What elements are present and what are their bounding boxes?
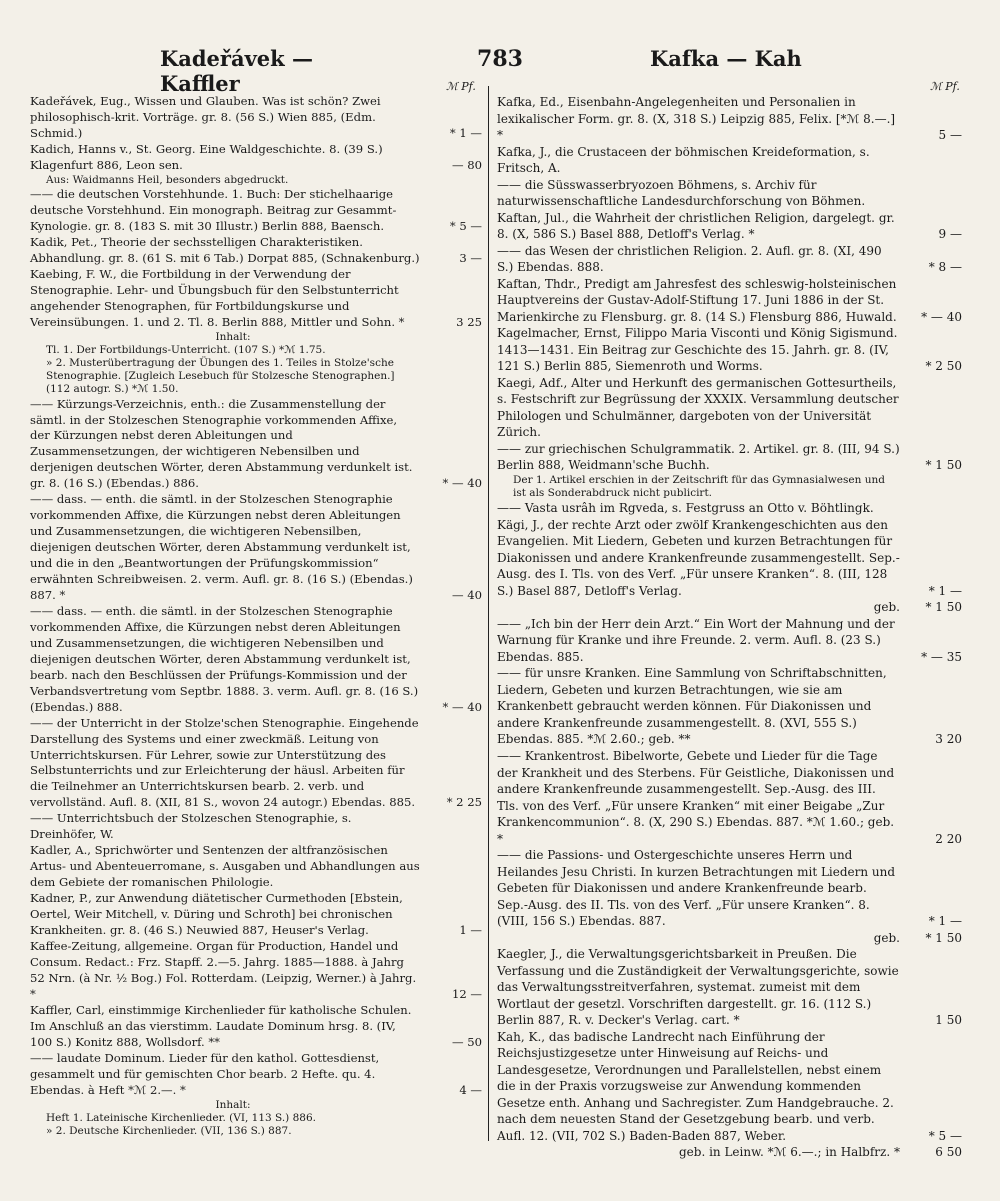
entry-text: geb.	[873, 600, 900, 615]
entry-price: * 1 —	[449, 125, 482, 140]
catalog-entry	[497, 144, 962, 177]
entry-price: * 5 —	[928, 1128, 962, 1143]
catalog-entry	[30, 397, 482, 493]
entry-text: Heft 1. Lateinische Kirchenlieder. (VI, 113 S.) 886.	[46, 1111, 316, 1124]
entry-text: —— Unterrichtsbuch der Stolzeschen Stenographie, s. Dreinhöfer, W.	[30, 811, 352, 842]
entry-text: —— die deutschen Vorstehhunde. 1. Buch: Der stichelhaarige deutsche Vorstehhund. Ein monograph. Beitrag zur Gesammt-Kynologie. gr. 8. (183 S. mit 30 Illustr.) Berlin 888, Baensch.	[30, 186, 397, 233]
entry-price: — 80	[451, 157, 482, 172]
catalog-entry	[30, 716, 482, 812]
entry-text: Inhalt:	[215, 1098, 251, 1111]
entry-text: geb. in Leinw. *ℳ 6.—.; in Halbfrz. *	[678, 1145, 900, 1160]
entry-text: Der 1. Artikel erschien in der Zeitschrift für das Gymnasialwesen und ist als Sonderabdruck nicht publicirt.	[513, 473, 885, 500]
entry-price: * 8 —	[928, 260, 962, 275]
entry-text: —— die Süsswasserbryozoen Böhmens, s. Archiv für naturwissenschaftliche Landesdurchforschung von Böhmen.	[497, 177, 866, 209]
price-column-header-right: ℳ Pf.	[930, 80, 960, 93]
catalog-entry	[497, 748, 962, 847]
entry-binding-price	[497, 930, 962, 947]
entry-text: Tl. 1. Der Fortbildungs-Unterricht. (107 S.) *ℳ 1.75.	[46, 343, 326, 356]
entry-note	[30, 1099, 482, 1112]
entry-text: Kaffee-Zeitung, allgemeine. Organ für Production, Handel und Consum. Redact.: Frz. Stapff. 2.—5. Jahrg. 1885—1888. à Jahrg 52 Nrn. (à Nr. ½ Bog.) Fol. Rotterdam. (Leipzig, Werner.) à Jahrg. *	[30, 938, 417, 1001]
entry-text: —— das Wesen der christlichen Religion. 2. Aufl. gr. 8. (XI, 490 S.) Ebendas. 888.	[497, 243, 882, 275]
entry-note	[30, 174, 482, 187]
catalog-entry	[497, 177, 962, 210]
entry-price: 3 20	[935, 732, 962, 747]
entry-price: 2 20	[935, 831, 962, 846]
entry-binding-price	[497, 1144, 962, 1161]
entry-text: —— laudate Dominum. Lieder für den kathol. Gottesdienst, gesammelt und für gemischten Chor bearb. 2 Hefte. qu. 4. Ebendas. à Heft *ℳ 2.—. *	[30, 1050, 380, 1097]
page-number: 783	[477, 46, 523, 72]
entry-text: Kafka, Ed., Eisenbahn-Angelegenheiten und Personalien in lexikalischer Form. gr. 8. (X, 318 S.) Leipzig 885, Felix. [*ℳ 8.—.] *	[497, 95, 896, 143]
entry-price: * 1 50	[925, 600, 962, 615]
entry-note	[30, 331, 482, 344]
entry-price: 1 50	[935, 1013, 962, 1028]
entry-text: Kadner, P., zur Anwendung diätetischer Curmethoden [Ebstein, Oertel, Weir Mitchell, v. Düring und Schroth] bei chronischen Krankheiten. gr. 8. (46 S.) Neuwied 887, Heuser's Verlag.	[30, 891, 403, 938]
entry-text: Kadler, A., Sprichwörter und Sentenzen der altfranzösischen Artus- und Abenteuerromane, s. Ausgaben und Abhandlungen aus dem Gebiete der romanischen Philologie.	[30, 843, 420, 890]
entry-text: Inhalt:	[215, 330, 251, 343]
catalog-entry	[30, 939, 482, 1003]
entry-text: Kaegi, Adf., Alter und Herkunft des germanischen Gottesurtheils, s. Festschrift zur Begrüssung der XXXIX. Versammlung deutscher Philologen und Schulmänner, dargeboten von der Universität Zürich.	[497, 375, 899, 440]
catalog-entry	[497, 441, 962, 474]
entry-text: Kadich, Hanns v., St. Georg. Eine Waldgeschichte. 8. (39 S.) Klagenfurt 886, Leon sen.	[30, 141, 383, 172]
catalog-entry	[497, 243, 962, 276]
catalog-entry	[30, 891, 482, 939]
entry-text: —— Kürzungs-Verzeichnis, enth.: die Zusammenstellung der sämtl. in der Stolzeschen Stenographie vorkommenden Affixe, der Kürzungen nebst deren Ableitungen und Zusammensetzungen, der wichtigeren Nebensilben und derjenigen deutschen Wörter, deren Abstammung verdunkelt ist. gr. 8. (16 S.) (Ebendas.) 886.	[30, 396, 413, 491]
entry-price: * — 40	[442, 699, 482, 714]
entry-note	[30, 357, 482, 397]
entry-text: Kagelmacher, Ernst, Filippo Maria Visconti und König Sigismund. 1413—1431. Ein Beitrag zur Geschichte des 15. Jahrh. gr. 8. (IV, 121 S.) Berlin 885, Siemenroth und Worms.	[497, 326, 898, 374]
catalog-entry	[497, 517, 962, 600]
entry-text: —— „Ich bin der Herr dein Arzt.“ Ein Wort der Mahnung und der Warnung für Kranke und ihre Freunde. 2. verm. Aufl. 8. (23 S.) Ebendas. 885.	[497, 616, 895, 664]
column-divider	[488, 86, 489, 1141]
entry-price: * 2 50	[925, 359, 962, 374]
entry-text: » 2. Deutsche Kirchenlieder. (VII, 136 S.) 887.	[46, 1124, 292, 1137]
entry-text: Kadeřávek, Eug., Wissen und Glauben. Was ist schön? Zwei philosophisch-krit. Vorträge. gr. 8. (56 S.) Wien 885, (Edm. Schmid.)	[30, 94, 381, 140]
entry-price: 4 —	[459, 1082, 482, 1097]
entry-price: * — 40	[442, 476, 482, 491]
entry-price: * 1 —	[928, 914, 962, 929]
entry-text: Aus: Waidmanns Heil, besonders abgedruckt.	[46, 173, 289, 186]
entry-text: Kaftan, Thdr., Predigt am Jahresfest des schleswig-holsteinischen Hauptvereins der Gustav-Adolf-Stiftung 17. Juni 1886 in der St. Marienkirche zu Flensburg. gr. 8. (14 S.) Flensburg 886, Huwald.	[497, 276, 897, 324]
entry-price: * — 40	[921, 309, 962, 324]
catalog-entry	[30, 235, 482, 267]
entry-price: 9 —	[938, 227, 962, 242]
entry-text: Kaebing, F. W., die Fortbildung in der Verwendung der Stenographie. Lehr- und Übungsbuch für den Selbstunterricht angehender Stenographen, für Fortbildungskurse und Vereinsübungen. 1. und 2. Tl. 8. Berlin 888, Mittler und Sohn. *	[30, 266, 405, 329]
catalog-entry	[497, 946, 962, 1029]
entry-price: * — 35	[921, 649, 962, 664]
entry-price: * 1 —	[928, 583, 962, 598]
entry-price: 5 —	[938, 128, 962, 143]
entry-price: * 2 25	[446, 795, 482, 810]
entry-price: * 1 50	[925, 458, 962, 473]
entry-binding-price	[497, 599, 962, 616]
entry-text: —— Krankentrost. Bibelworte, Gebete und Lieder für die Tage der Krankheit und des Sterbens. Für Geistliche, Diakonissen und andere Krankenfreunde zusammengestellt. Sep.-Ausg. des III. Tls. von des Verf. „Für unsere Kranken“ mit einer Beigabe „Zur Krankencommunion“. 8. (X, 290 S.) Ebendas. 887. *ℳ 1.60.; geb. *	[497, 749, 895, 846]
catalog-entry	[30, 811, 482, 843]
catalog-entry	[30, 492, 482, 604]
entry-price: — 50	[451, 1034, 482, 1049]
catalog-entry	[30, 1051, 482, 1099]
catalog-entry	[497, 665, 962, 748]
running-head-left: Kadeřávek — Kaffler	[160, 46, 313, 96]
entry-note	[30, 344, 482, 357]
catalog-entry	[497, 500, 962, 517]
price-column-header-left: ℳ Pf.	[446, 80, 476, 93]
entry-note	[497, 474, 962, 500]
entry-text: Kägi, J., der rechte Arzt oder zwölf Krankengeschichten aus den Evangelien. Mit Liedern, Gebeten und kurzen Betrachtungen für Diakonissen und andere Krankenfreunde zusammengestellt. Sep.-Ausg. des I. Tls. von des Verf. „Für unsere Kranken“. 8. (III, 128 S.) Basel 887, Detloff's Verlag.	[497, 517, 900, 598]
entry-text: —— die Passions- und Ostergeschichte unseres Herrn und Heilandes Jesu Christi. In kurzen Betrachtungen mit Liedern und Gebeten für Diakonissen und andere Krankenfreunde bearb. Sep.-Ausg. des II. Tls. von des Verf. „Für unsere Kranken“. 8. (VIII, 156 S.) Ebendas. 887.	[497, 848, 896, 929]
catalog-entry	[30, 604, 482, 716]
catalog-entry	[497, 325, 962, 375]
entry-price: * 5 —	[449, 218, 482, 233]
catalog-entry	[497, 847, 962, 930]
catalog-entry	[497, 616, 962, 666]
running-head-right: Kafka — Kah	[650, 46, 802, 71]
entry-text: —— dass. — enth. die sämtl. in der Stolzeschen Stenographie vorkommenden Affixe, die Kürzungen nebst deren Ableitungen und Zusammensetzungen, die wichtigeren Nebensilben und diejenigen deutschen Wörter, deren Abstammung verdunkelt ist, bearb. nach den Beschlüssen der Prüfungs-Kommission und der Verbandsvertretung vom Septbr. 1888. 3. verm. Aufl. gr. 8. (16 S.) (Ebendas.) 888.	[30, 603, 419, 714]
entry-price: 6 50	[935, 1145, 962, 1160]
entry-text: Kaffler, Carl, einstimmige Kirchenlieder für katholische Schulen. Im Anschluß an das vierstimm. Laudate Dominum hrsg. 8. (IV, 100 S.) Konitz 888, Wollsdorf. **	[30, 1002, 412, 1049]
entry-price: 3 —	[459, 250, 482, 265]
entry-note	[30, 1125, 482, 1138]
entry-text: —— zur griechischen Schulgrammatik. 2. Artikel. gr. 8. (III, 94 S.) Berlin 888, Weidmann'sche Buchh.	[497, 441, 900, 473]
entry-text: —— dass. — enth. die sämtl. in der Stolzeschen Stenographie vorkommenden Affixe, die Kürzungen nebst deren Ableitungen und Zusammensetzungen, die wichtigeren Nebensilben, diejenigen deutschen Wörter, deren Abstammung verdunkelt ist, und die in den „Beantwortungen der Prüfungskommission“ erwähnten Schreibweisen. 2. verm. Aufl. gr. 8. (16 S.) (Ebendas.) 887. *	[30, 492, 413, 602]
entry-price: 1 —	[459, 923, 482, 938]
catalog-entry	[30, 142, 482, 174]
entry-price: * 1 50	[925, 930, 962, 945]
entry-price: 3 25	[456, 314, 482, 329]
entry-text: geb.	[873, 930, 900, 945]
entry-note	[30, 1112, 482, 1125]
entry-text: Kaegler, J., die Verwaltungsgerichtsbarkeit in Preußen. Die Verfassung und die Zuständigkeit der Verwaltungsgerichte, sowie das Verwaltungsstreitverfahren, systemat. zumeist mit dem Wortlaut der gesetzl. Vorschriften dargestellt. gr. 16. (112 S.) Berlin 887, R. v. Decker's Verlag. cart. *	[497, 947, 899, 1028]
catalog-entry	[497, 276, 962, 326]
catalog-entry	[497, 210, 962, 243]
catalog-entry	[30, 94, 482, 142]
entry-text: —— der Unterricht in der Stolze'schen Stenographie. Eingehende Darstellung des Systems und einer zweckmäß. Leitung von Unterrichtskursen. Für Lehrer, sowie zur Unterstützung des Selbstunterrichts und zur Erleichterung der häusl. Arbeiten für die Teilnehmer an Unterrichtskursen bearb. 2. verb. und vervollständ. Aufl. 8. (XII, 81 S., wovon 24 autogr.) Ebendas. 885.	[30, 715, 419, 810]
entry-price: 12 —	[451, 986, 482, 1001]
catalog-entry	[30, 267, 482, 331]
catalog-entry	[497, 94, 962, 144]
entry-text: Kafka, J., die Crustaceen der böhmischen Kreideformation, s. Fritsch, A.	[497, 144, 870, 176]
entry-text: —— für unsre Kranken. Eine Sammlung von Schriftabschnitten, Liedern, Gebeten und kurzen Betrachtungen, wie sie am Krankenbett gebraucht werden können. Für Diakonissen und andere Krankenfreunde zusammengestellt. 8. (XVI, 555 S.) Ebendas. 885. *ℳ 2.60.; geb. **	[497, 666, 887, 747]
catalog-entry	[30, 1003, 482, 1051]
catalog-entry	[30, 187, 482, 235]
entry-text: » 2. Musterübertragung der Übungen des 1. Teiles in Stolze'sche Stenographie. [Zugleich Lesebuch für Stolzesche Stenographen.] (112 autogr. S.) *ℳ 1.50.	[46, 356, 395, 396]
catalog-entry	[497, 1029, 962, 1145]
right-column	[497, 94, 962, 1161]
entry-price: — 40	[451, 588, 482, 602]
entry-text: —— Vasta usrâh im Rgveda, s. Festgruss an Otto v. Böhtlingk.	[497, 501, 874, 516]
entry-text: Kaftan, Jul., die Wahrheit der christlichen Religion, dargelegt. gr. 8. (X, 586 S.) Basel 888, Detloff's Verlag. *	[497, 210, 895, 242]
entry-text: Kadik, Pet., Theorie der sechsstelligen Charakteristiken. Abhandlung. gr. 8. (61 S. mit 6 Tab.) Dorpat 885, (Schnakenburg.)	[30, 234, 420, 265]
catalog-entry	[497, 375, 962, 441]
entry-text: Kah, K., das badische Landrecht nach Einführung der Reichsjustizgesetze unter Hinweisung auf Reichs- und Landesgesetze, Verordnungen und Parallelstellen, nebst einem die in der Praxis vorzugsweise zur Anwendung kommenden Gesetze enth. Anhang und Sachregister. Zum Handgebrauche. 2. nach dem neuesten Stand der Gesetzgebung bearb. und verb. Aufl. 12. (VII, 702 S.) Baden-Baden 887, Weber.	[497, 1029, 894, 1143]
catalog-entry	[30, 843, 482, 891]
left-column	[30, 94, 482, 1138]
